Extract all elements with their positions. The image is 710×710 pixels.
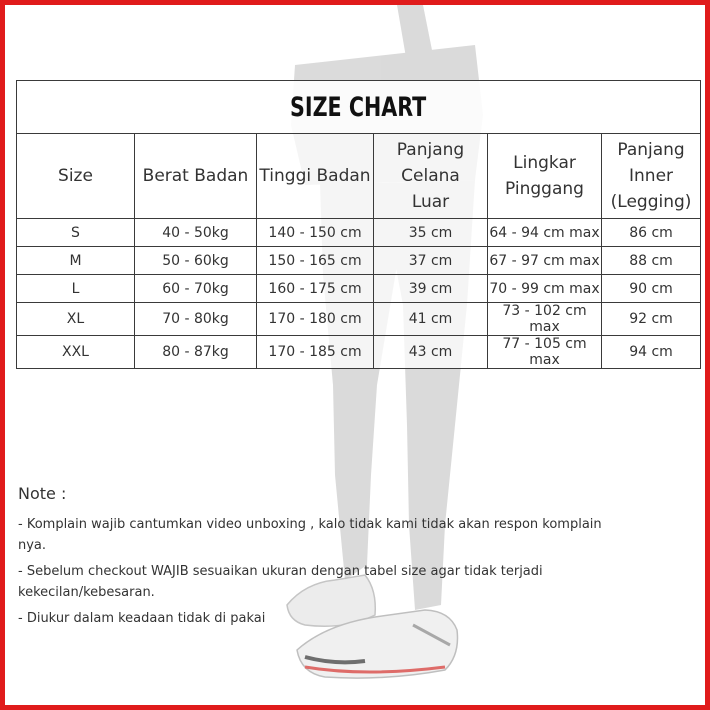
cell-tinggi-badan: 170 - 180 cm: [257, 303, 374, 336]
cell-lingkar-pinggang: 73 - 102 cm max: [488, 303, 602, 336]
column-header-tinggi-badan: Tinggi Badan: [257, 134, 374, 219]
size-chart-title: SIZE CHART: [290, 91, 427, 123]
note-item: - Komplain wajib cantumkan video unboxing , kalo tidak kami tidak akan respon komplain nya.: [18, 517, 602, 553]
cell-lingkar-pinggang: 64 - 94 cm max: [488, 219, 602, 247]
cell-panjang-celana-luar: 35 cm: [374, 219, 488, 247]
column-header-panjang-celana-luar: Panjang Celana Luar: [374, 134, 488, 219]
size-chart-table: [16, 80, 701, 369]
cell-berat-badan: 50 - 60kg: [135, 247, 257, 275]
cell-panjang-celana-luar: 37 cm: [374, 247, 488, 275]
table-row: [17, 275, 701, 303]
cell-size: XXL: [17, 336, 135, 369]
table-row: [17, 219, 701, 247]
table-row: [17, 247, 701, 275]
size-chart-title-cell: [17, 81, 701, 134]
column-header-size: Size: [17, 134, 135, 219]
cell-tinggi-badan: 150 - 165 cm: [257, 247, 374, 275]
cell-size: M: [17, 247, 135, 275]
note-item: - Diukur dalam keadaan tidak di pakai: [18, 611, 266, 626]
cell-lingkar-pinggang: 70 - 99 cm max: [488, 275, 602, 303]
table-row: [17, 336, 701, 369]
cell-panjang-inner: 88 cm: [602, 247, 701, 275]
cell-berat-badan: 40 - 50kg: [135, 219, 257, 247]
cell-panjang-inner: 92 cm: [602, 303, 701, 336]
notes-title: Note :: [18, 484, 67, 503]
table-row: [17, 303, 701, 336]
cell-panjang-inner: 86 cm: [602, 219, 701, 247]
column-header-lingkar-pinggang: Lingkar Pinggang: [488, 134, 602, 219]
cell-size: S: [17, 219, 135, 247]
note-item: - Sebelum checkout WAJIB sesuaikan ukuran dengan tabel size agar tidak terjadi kekecilan/kebesaran.: [18, 564, 543, 600]
cell-panjang-inner: 94 cm: [602, 336, 701, 369]
cell-tinggi-badan: 140 - 150 cm: [257, 219, 374, 247]
notes-section: [18, 483, 618, 634]
cell-lingkar-pinggang: 67 - 97 cm max: [488, 247, 602, 275]
column-header-berat-badan: Berat Badan: [135, 134, 257, 219]
cell-panjang-celana-luar: 43 cm: [374, 336, 488, 369]
cell-berat-badan: 80 - 87kg: [135, 336, 257, 369]
cell-lingkar-pinggang: 77 - 105 cm max: [488, 336, 602, 369]
cell-berat-badan: 60 - 70kg: [135, 275, 257, 303]
cell-panjang-celana-luar: 39 cm: [374, 275, 488, 303]
cell-panjang-inner: 90 cm: [602, 275, 701, 303]
cell-panjang-celana-luar: 41 cm: [374, 303, 488, 336]
cell-size: XL: [17, 303, 135, 336]
header-row: [17, 134, 701, 219]
cell-tinggi-badan: 160 - 175 cm: [257, 275, 374, 303]
cell-size: L: [17, 275, 135, 303]
cell-berat-badan: 70 - 80kg: [135, 303, 257, 336]
column-header-panjang-inner: Panjang Inner (Legging): [602, 134, 701, 219]
cell-tinggi-badan: 170 - 185 cm: [257, 336, 374, 369]
